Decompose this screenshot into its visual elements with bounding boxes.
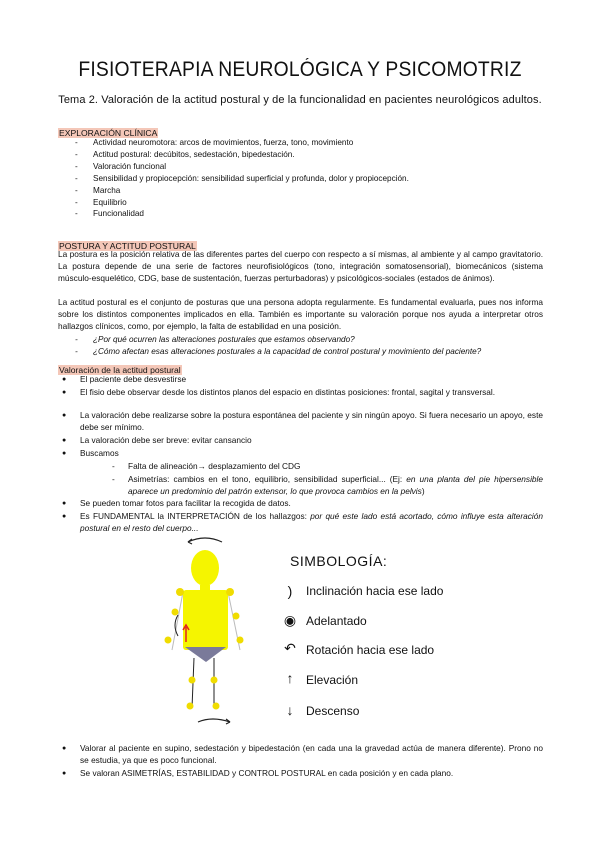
- valoracion-bullet-7: ● Es FUNDAMENTAL la INTERPRETACIÓN de los hallazgos: por qué este lado está acortado, cómo influye esta alteración postural en el resto del cuerpo...: [80, 511, 543, 535]
- figure-torso: [183, 590, 228, 650]
- rotation-icon: ↶: [284, 640, 296, 656]
- legend-title: SIMBOLOGÍA:: [290, 553, 388, 569]
- page-subtitle: Tema 2. Valoración de la actitud postural y de la funcionalidad en pacientes neurológicos adultos.: [58, 94, 542, 106]
- valoracion-bullet-4: ● La valoración debe ser breve: evitar cansancio: [80, 435, 543, 447]
- valoracion-sub-2: - Asimetrías: cambios en el tono, equilibrio, sensibilidad superficial... (Ej: en una planta del pie hipersensible aparece un predominio del patrón extensor, lo que provoca cambios en la pelvis): [128, 474, 543, 498]
- joint-dot: [172, 609, 179, 616]
- valoracion-bullet-2: ● El fisio debe observar desde los distintos planos del espacio en distintas posiciones: frontal, sagital y transversal.: [80, 387, 543, 399]
- legend-item-rotacion: Rotación hacia ese lado: [306, 643, 435, 657]
- valoracion-bullet-1: ● El paciente debe desvestirse: [80, 374, 543, 386]
- adelantado-icon: ◉: [283, 612, 297, 628]
- joint-dot: [226, 588, 234, 596]
- posture-figure: [150, 530, 280, 730]
- joint-dot: [187, 703, 194, 710]
- exploracion-list: [75, 137, 409, 220]
- postura-questions: [75, 334, 481, 358]
- section-heading-exploracion: EXPLORACIÓN CLÍNICA: [59, 128, 158, 138]
- list-item: - Valoración funcional: [75, 161, 409, 173]
- section-heading-valoracion: Valoración de la actitud postural: [59, 365, 181, 375]
- legend-item-descenso: Descenso: [306, 704, 360, 718]
- figure-left-arm: [172, 592, 183, 650]
- legend-item-inclinacion: Inclinación hacia ese lado: [306, 584, 444, 598]
- postura-paragraph-1: La postura es la posición relativa de las diferentes partes del cuerpo con respecto a sí mismas, al ambiente y al campo gravitatorio. La postura depende de una serie de factores neurofisiológicos (tono, integración somatosensorial), biomecánicos (sistema músculo-esquelético, CDG, base de sustentación, fuerzas perturbadoras) y psicológicos-sociales (estados de ánimos).: [58, 249, 543, 283]
- list-item: - Actitud postural: decúbitos, sedestación, bipedestación.: [75, 149, 409, 161]
- rotation-arrow-icon: [188, 538, 222, 542]
- legend-item-elevacion: Elevación: [306, 673, 359, 687]
- bottom-rotation-arrow-icon: [198, 719, 230, 722]
- section-heading-postura: POSTURA Y ACTITUD POSTURAL: [59, 241, 196, 251]
- joint-dot: [176, 588, 184, 596]
- joint-dot: [211, 677, 218, 684]
- valoracion-sub-1: - Falta de alineación→ desplazamiento del CDG: [128, 461, 543, 473]
- list-item: - Sensibilidad y propiocepción: sensibilidad superficial y profunda, dolor y propiocepción.: [75, 173, 409, 185]
- joint-dot: [237, 637, 244, 644]
- question-item: - ¿Cómo afectan esas alteraciones posturales a la capacidad de control postural y movimiento del paciente?: [75, 346, 481, 358]
- elevation-icon: ↑: [286, 670, 294, 686]
- postura-paragraph-2: La actitud postural es el conjunto de posturas que una persona adopta regularmente. Es fundamental evaluarla, pues nos informa sobre los distintos componentes implicados en ella. También es importante su valoración porque nos ayuda a interpretar otros hallazgos clínicos, como, por ejemplo, la falta de estabilidad en una posición.: [58, 297, 543, 331]
- joint-dot: [189, 677, 196, 684]
- list-item: - Actividad neuromotora: arcos de movimientos, fuerza, tono, movimiento: [75, 137, 409, 149]
- joint-dot: [213, 703, 220, 710]
- descent-icon: ↓: [286, 702, 294, 718]
- final-bullet-2: ● Se valoran ASIMETRÍAS, ESTABILIDAD y CONTROL POSTURAL en cada posición y en cada plano.: [80, 768, 543, 780]
- legend-item-adelantado: Adelantado: [306, 614, 367, 628]
- figure-pelvis: [185, 647, 226, 662]
- page-title: FISIOTERAPIA NEUROLÓGICA Y PSICOMOTRIZ: [78, 58, 522, 81]
- joint-dot: [233, 613, 240, 620]
- valoracion-bullet-5: ● Buscamos: [80, 448, 543, 460]
- list-item: - Marcha: [75, 185, 409, 197]
- question-item: - ¿Por qué ocurren las alteraciones posturales que estamos observando?: [75, 334, 481, 346]
- joint-dot: [165, 637, 172, 644]
- list-item: - Equilibrio: [75, 197, 409, 209]
- valoracion-bullet-3: ● La valoración debe realizarse sobre la postura espontánea del paciente y sin ningún apoyo. Si fuera necesario un apoyo, este debe ser mínimo.: [80, 410, 543, 434]
- list-item: - Funcionalidad: [75, 208, 409, 220]
- valoracion-bullet-6: ● Se pueden tomar fotos para facilitar la recogida de datos.: [80, 498, 543, 510]
- final-bullet-1: ● Valorar al paciente en supino, sedestación y bipedestación (en cada una la gravedad actúa de manera diferente). Prono no se estudia, ya que es poco funcional.: [80, 743, 543, 767]
- figure-head: [191, 550, 219, 586]
- inclination-icon: ): [287, 583, 293, 599]
